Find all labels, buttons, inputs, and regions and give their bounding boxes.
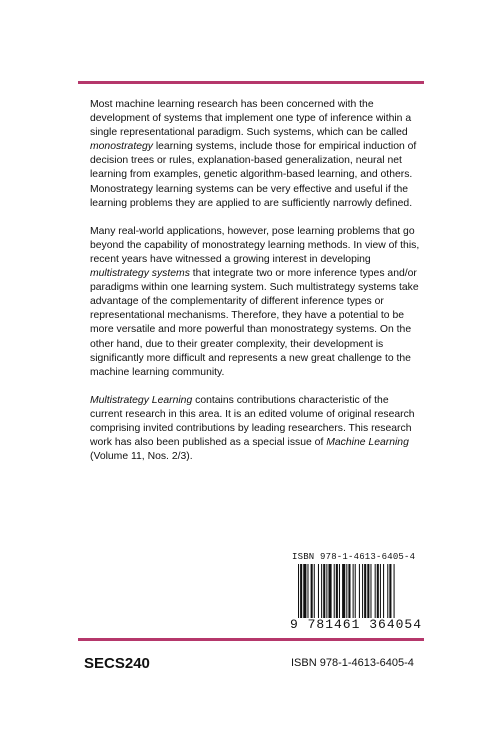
- text-run: (Volume 11, Nos. 2/3).: [90, 451, 193, 463]
- barcode-bar: [348, 564, 350, 618]
- barcode-bar: [342, 564, 345, 618]
- barcode-bar: [353, 564, 354, 618]
- barcode-bar: [314, 564, 315, 618]
- barcode-bar: [355, 564, 356, 618]
- text-run: Most machine learning research has been concerned with the development of systems that implement one type of inference within a single representational paradigm. Such systems, which can be called: [90, 99, 412, 139]
- italic-text: Multistrategy Learning: [90, 394, 193, 406]
- barcode: [290, 552, 450, 634]
- back-cover-description: [90, 98, 422, 478]
- barcode-bar: [318, 564, 319, 618]
- paragraph-1: [90, 98, 422, 211]
- barcode-bar: [328, 564, 331, 618]
- barcode-bar: [377, 564, 379, 618]
- barcode-bar: [336, 564, 338, 618]
- barcode-bar: [380, 564, 381, 618]
- barcode-bar: [383, 564, 384, 618]
- bottom-rule: [78, 638, 424, 641]
- barcode-bar: [375, 564, 376, 618]
- barcode-bar: [326, 564, 327, 618]
- barcode-bar: [303, 564, 306, 618]
- barcode-bar: [359, 564, 360, 618]
- text-run: Many real-world applications, however, pose learning problems that go beyond the capability of monostrategy learning methods. In view of this, recent years have witnessed a growing interest in developing: [90, 225, 420, 265]
- barcode-bar: [367, 564, 369, 618]
- text-run: that integrate two or more inference types and/or paradigms within one learning system. Such multistrategy systems take advantage of the complementarity of different inference types or representational mechanisms. Therefore, they have a potential to be more versatile and more powerful than monostrategy systems. On the other hand, due to their greater complexity, their development is significantly more difficult and represents a new great challenge to the machine learning community.: [90, 268, 419, 378]
- text-run: learning systems, include those for empirical induction of decision trees or rules, explanation-based generalization, neural net learning from examples, genetic algorithm-based learning, and others. Monostrategy learning systems can be very effective and useful if the learning problems they are applied to are sufficiently narrowly defined.: [90, 141, 417, 209]
- series-code: SECS240: [84, 655, 150, 672]
- barcode-bar: [307, 564, 308, 618]
- barcode-bar: [346, 564, 347, 618]
- barcode-bar: [362, 564, 363, 618]
- barcode-bar: [387, 564, 388, 618]
- barcode-bar: [339, 564, 340, 618]
- barcode-bars: [298, 564, 448, 618]
- italic-text: multistrategy systems: [90, 268, 190, 280]
- barcode-bar: [370, 564, 371, 618]
- barcode-bar: [364, 564, 366, 618]
- barcode-bar: [300, 564, 302, 618]
- barcode-bar: [323, 564, 325, 618]
- paragraph-3: [90, 394, 422, 464]
- barcode-bar: [334, 564, 335, 618]
- barcode-bar: [321, 564, 322, 618]
- paragraph-2: [90, 225, 422, 380]
- barcode-bar: [389, 564, 391, 618]
- barcode-bar: [311, 564, 313, 618]
- barcode-bar: [298, 564, 299, 618]
- barcode-bar: [394, 564, 395, 618]
- barcode-isbn-label: ISBN 978-1-4613-6405-4: [292, 552, 416, 562]
- isbn: ISBN 978-1-4613-6405-4: [291, 657, 414, 669]
- text-run: contains contributions characteristic of the current research in this area. It is an edited volume of original research comprising invited contributions by leading researchers. This research work has also been published as a special issue of: [90, 394, 415, 449]
- italic-text: Machine Learning: [326, 437, 409, 449]
- top-rule: [78, 81, 424, 84]
- barcode-digits: 9 781461 364054: [290, 617, 423, 632]
- italic-text: monostrategy: [90, 141, 153, 153]
